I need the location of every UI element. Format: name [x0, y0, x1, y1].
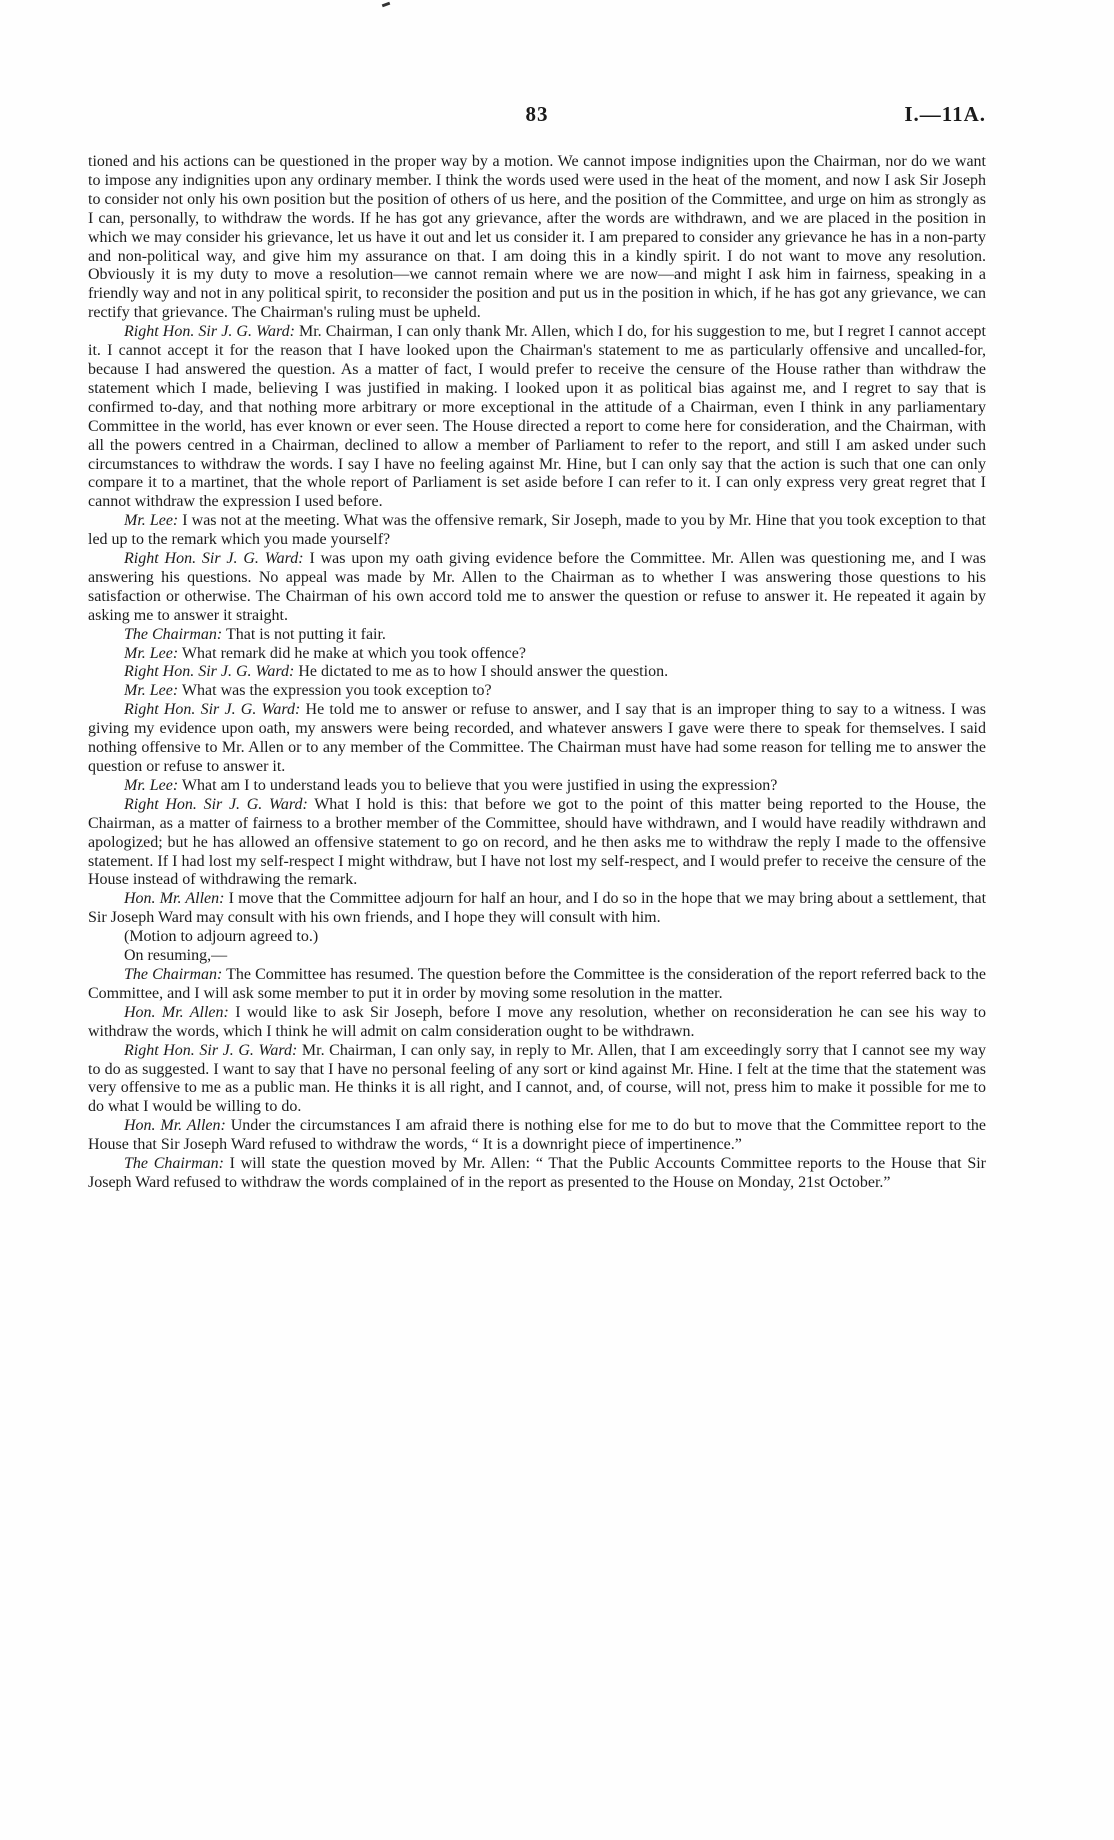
paragraph-text: I was not at the meeting. What was the offensive remark, Sir Joseph, made to you by Mr. Hine that you took exception to that led up to the remark which you made yourself?	[88, 512, 986, 549]
speaker-name: The Chairman:	[124, 1155, 224, 1173]
paragraph-text: I was upon my oath giving evidence before the Committee. Mr. Allen was questioning me, and I was answering his questions. No appeal was made by Mr. Allen to the Chairman as to whether I was answering those questions to his satisfaction or otherwise. The Chairman of his own accord told me to answer the question or refuse to answer it. He repeated it again by asking me to answer it straight.	[88, 550, 986, 624]
paragraph	[88, 701, 986, 777]
page-number: 83	[525, 102, 549, 126]
speaker-name: The Chairman:	[124, 965, 223, 983]
paragraph	[88, 626, 986, 645]
paragraph-text: What remark did he make at which you took offence?	[178, 644, 526, 662]
page-header	[88, 102, 986, 130]
speaker-name: Hon. Mr. Allen:	[124, 1003, 229, 1021]
paragraph-text: The Committee has resumed. The question before the Committee is the consideration of the report referred back to the Committee, and I will ask some member to put it in order by moving some resolution in the matter.	[88, 965, 986, 1002]
speaker-name: Hon. Mr. Allen:	[124, 1117, 226, 1135]
paragraph	[88, 1004, 986, 1042]
speaker-name: Right Hon. Sir J. G. Ward:	[124, 323, 295, 341]
paragraph-text: He dictated to me as to how I should answer the question.	[294, 663, 669, 681]
paragraph-text: Mr. Chairman, I can only thank Mr. Allen, which I do, for his suggestion to me, but I regret I cannot accept it. I cannot accept it for the reason that I have looked upon the Chairman's statement to me as particularly offensive and uncalled-for, because I had answered the question. As a matter of fact, I would prefer to receive the censure of the House rather than withdraw the statement which I made, believing I was justified in making. I looked upon it as political bias against me, and I regret to say that is confirmed to-day, and that nothing more arbitrary or more exceptional in the attitude of a Chairman, even I think in any parliamentary Committee in the world, has ever known or ever seen. The House directed a report to come here for consideration, and the Chairman, with all the powers centred in a Chairman, declined to allow a member of Parliament to refer to the report, and still I am asked under such circumstances to withdraw the words. I say I have no feeling against Mr. Hine, but I can only say that the action is such that one can only compare it to a martinet, that the whole report of Parliament is set aside before I can refer to it. I can only express very great regret that I cannot withdraw the expression I used before.	[88, 323, 986, 511]
paragraph-text: That is not putting it fair.	[222, 625, 386, 643]
paragraph	[88, 153, 986, 323]
speaker-name: Hon. Mr. Allen:	[124, 890, 225, 908]
paragraph	[88, 645, 986, 664]
paragraph-text: I would like to ask Sir Joseph, before I move any resolution, whether on reconsideration he can see his way to withdraw the words, which I think he will admit on calm consideration ought to be withdrawn.	[88, 1003, 987, 1040]
speaker-name: Right Hon. Sir J. G. Ward:	[124, 701, 301, 719]
speaker-name: Mr. Lee:	[124, 776, 179, 794]
paragraph-text: He told me to answer or refuse to answer, and I say that is an improper thing to say to a witness. I was giving my evidence upon oath, my answers were being recorded, and whatever answers I gave were there to speak for themselves. I said nothing offensive to Mr. Allen or to any member of the Committee. The Chairman must have had some reason for telling me to answer the question or refuse to answer it.	[88, 701, 986, 775]
paragraph	[88, 512, 986, 550]
paragraph-text: I will state the question moved by Mr. Allen: “ That the Public Accounts Committee reports to the House that Sir Joseph Ward refused to withdraw the words complained of in the report as presented to the House on Monday, 21st October.”	[88, 1155, 986, 1191]
speaker-name: The Chairman:	[124, 625, 223, 643]
paragraph	[88, 1042, 986, 1118]
paragraph-text: What was the expression you took exception to?	[178, 682, 492, 700]
speaker-name: Mr. Lee:	[124, 644, 179, 662]
speaker-name: Mr. Lee:	[124, 682, 179, 700]
paragraph-text: Mr. Chairman, I can only say, in reply to Mr. Allen, that I am exceedingly sorry that I cannot see my way to do as suggested. I want to say that I have no personal feeling of any sort or kind against Mr. Hine. I felt at the time that the statement was very offensive to me as a public man. He thinks it is all right, and I cannot, and, of course, will not, press him to make it possible for me to do what I would be willing to do.	[88, 1041, 986, 1116]
speaker-name: Right Hon. Sir J. G. Ward:	[124, 1041, 298, 1059]
speaker-name: Mr. Lee:	[124, 512, 179, 530]
paragraph-text: Under the circumstances I am afraid there is nothing else for me to do but to move that the Committee report to the House that Sir Joseph Ward refused to withdraw the words, “ It is a downright piece of impertinence.”	[88, 1117, 987, 1154]
paragraph-text: (Motion to adjourn agreed to.)	[124, 928, 319, 946]
stray-ink-mark	[382, 2, 391, 8]
paragraph	[88, 550, 986, 626]
paragraph-text: What am I to understand leads you to believe that you were justified in using the expression?	[178, 776, 778, 794]
paragraph	[88, 966, 986, 1004]
paragraph	[88, 947, 986, 966]
speaker-name: Right Hon. Sir J. G. Ward:	[124, 550, 304, 568]
paragraph-text: I move that the Committee adjourn for half an hour, and I do so in the hope that we may bring about a settlement, that Sir Joseph Ward may consult with his own friends, and I hope they will consult with him.	[88, 890, 987, 927]
document-reference: I.—11A.	[904, 102, 986, 126]
paragraph	[88, 663, 986, 682]
paragraph	[88, 682, 986, 701]
paragraph	[88, 890, 986, 928]
speaker-name: Right Hon. Sir J. G. Ward:	[124, 795, 308, 813]
paragraph	[88, 323, 986, 512]
paragraph-text: On resuming,—	[124, 947, 228, 965]
paragraph	[88, 1117, 986, 1155]
paragraph	[88, 796, 986, 891]
speaker-name: Right Hon. Sir J. G. Ward:	[124, 663, 295, 681]
paragraph	[88, 1155, 986, 1193]
paragraph-text: What I hold is this: that before we got to the point of this matter being reported to the House, the Chairman, as a matter of fairness to a brother member of the Committee, should have withdrawn, and I would have readily withdrawn and apologized; but he has allowed an offensive statement to go on record, and he then asks me to withdraw the reply I made to the offensive statement. If I had lost my self-respect I might withdraw, but I have not lost my self-respect, and I would prefer to receive the censure of the House instead of withdrawing the remark.	[88, 795, 986, 889]
document-body	[88, 153, 986, 1193]
paragraph	[88, 928, 986, 947]
paragraph-text: tioned and his actions can be questioned in the proper way by a motion. We cannot impose indignities upon the Chairman, nor do we want to impose any indignities upon any ordinary member. I think the words used were used in the heat of the moment, and now I ask Sir Joseph to consider not only his own position but the position of others of us here, and the position of the Committee, and urge on him as strongly as I can, personally, to withdraw the words. If he has got any grievance, after the words are withdrawn, and we are placed in the position in which we may consider his grievance, let us have it out and let us consider it. I am prepared to consider any grievance he has in a non-party and non-political way, and give him my assurance on that. I am doing this in a kindly spirit. I do not want to move any resolution. Obviously it is my duty to move a resolution—we cannot remain where we are now—and might I ask him in fairness, speaking in a friendly way and not in any political spirit, to reconsider the position and put us in the position in which, if he has got any grievance, we can rectify that grievance. The Chairman's ruling must be upheld.	[88, 153, 986, 322]
paragraph	[88, 777, 986, 796]
